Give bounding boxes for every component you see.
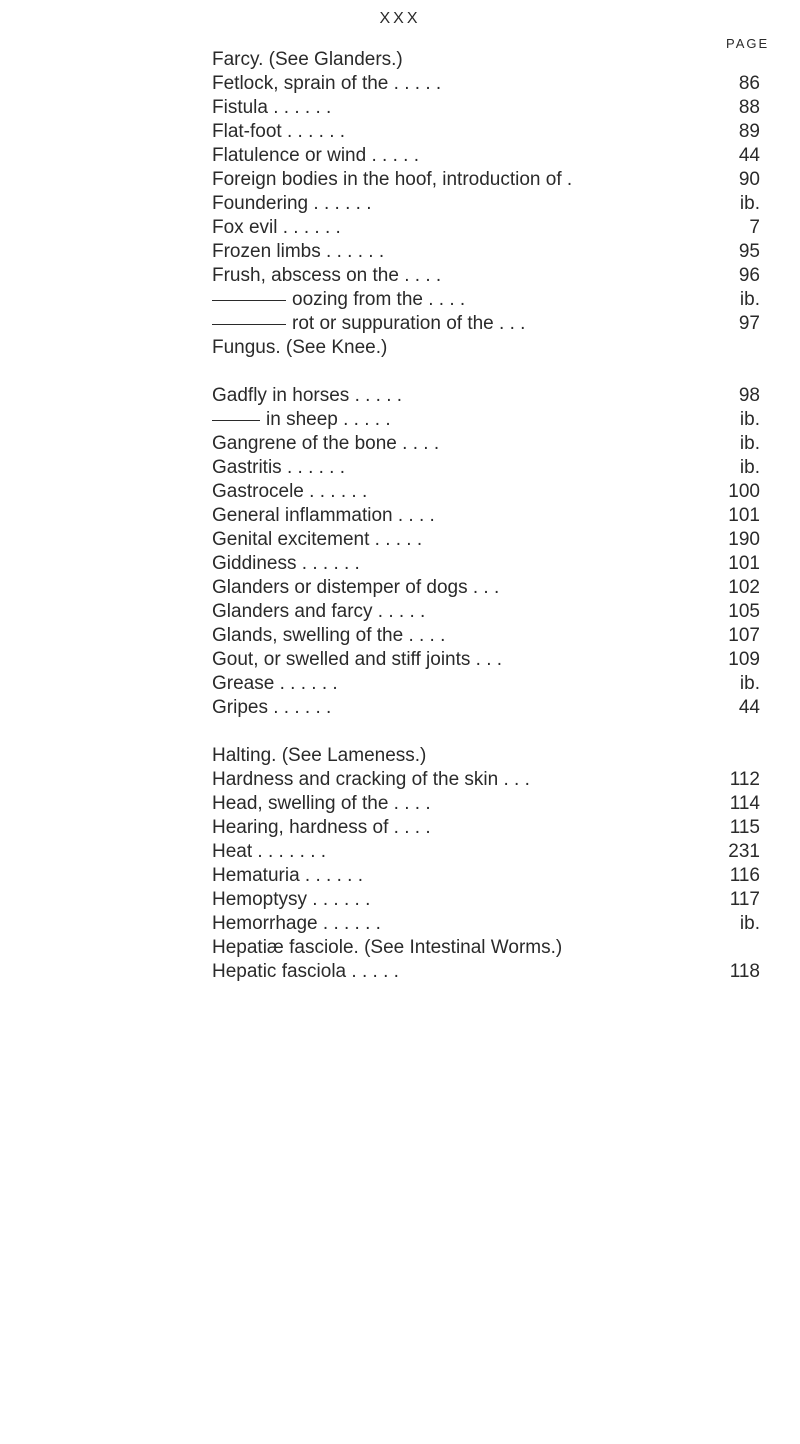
ditto-dash <box>212 324 286 325</box>
entry-term: Gastritis . . . . . . <box>212 457 346 478</box>
entry-term: Flat-foot . . . . . . <box>212 121 346 142</box>
entry-page: 44 <box>738 145 760 166</box>
index-entry <box>212 696 760 720</box>
entry-term: oozing from the . . . . <box>292 289 466 310</box>
index-subentry <box>212 408 760 432</box>
entry-term: General inflammation . . . . <box>212 505 435 526</box>
index-entry <box>212 864 760 888</box>
entry-term: Glanders and farcy . . . . . <box>212 601 426 622</box>
entry-page: 89 <box>738 121 760 142</box>
entry-term: Gadfly in horses . . . . . <box>212 385 403 406</box>
index-entry <box>212 240 760 264</box>
entry-page: ib. <box>739 457 760 478</box>
entry-term: Hemorrhage . . . . . . <box>212 913 381 934</box>
entry-page: 97 <box>738 313 760 334</box>
ditto-dash <box>212 300 286 301</box>
entry-page: 105 <box>728 601 760 622</box>
entry-page: 114 <box>729 793 760 814</box>
entry-term: Flatulence or wind . . . . . <box>212 145 419 166</box>
index-entry <box>212 96 760 120</box>
entry-term: Frush, abscess on the . . . . <box>212 265 442 286</box>
entry-term: Heat . . . . . . . <box>212 841 327 862</box>
entry-page: 7 <box>749 217 760 238</box>
entry-page: 88 <box>738 97 760 118</box>
entry-page: 95 <box>738 241 760 262</box>
entry-page: 44 <box>738 697 760 718</box>
index-entry <box>212 264 760 288</box>
entry-term: Hematuria . . . . . . <box>212 865 363 886</box>
entry-page: 116 <box>729 865 760 886</box>
entry-term: Glands, swelling of the . . . . <box>212 625 446 646</box>
entry-page: ib. <box>739 913 760 934</box>
entry-term: in sheep . . . . . <box>266 409 391 430</box>
page-folio: XXX <box>379 10 421 27</box>
entry-term: Frozen limbs . . . . . . <box>212 241 385 262</box>
entry-page: 100 <box>728 481 760 502</box>
entry-term: Giddiness . . . . . . <box>212 553 360 574</box>
page-column-label: PAGE <box>726 36 770 51</box>
entry-page: 86 <box>738 73 760 94</box>
entry-term: Gangrene of the bone . . . . <box>212 433 440 454</box>
index-entry <box>212 456 760 480</box>
index-entry <box>212 840 760 864</box>
index-entry <box>212 432 760 456</box>
entry-term: Foundering . . . . . . <box>212 193 372 214</box>
index-entry <box>212 816 760 840</box>
index-entry <box>212 120 760 144</box>
entry-term: Hepatiæ fasciole. (See Intestinal Worms.) <box>212 937 563 958</box>
index-entry <box>212 336 760 360</box>
index-entry <box>212 528 760 552</box>
entry-page: ib. <box>739 193 760 214</box>
index-entry <box>212 480 760 504</box>
index-entry <box>212 936 760 960</box>
index-list <box>212 48 760 984</box>
index-entry <box>212 960 760 984</box>
index-entry <box>212 768 760 792</box>
entry-page: 90 <box>738 169 760 190</box>
index-entry <box>212 792 760 816</box>
entry-term: Gastrocele . . . . . . <box>212 481 368 502</box>
index-subentry <box>212 288 760 312</box>
entry-term: Grease . . . . . . <box>212 673 338 694</box>
entry-page: ib. <box>739 673 760 694</box>
entry-term: Genital excitement . . . . . <box>212 529 423 550</box>
entry-term: Hepatic fasciola . . . . . <box>212 961 399 982</box>
entry-page: 102 <box>728 577 760 598</box>
entry-term: Hearing, hardness of . . . . <box>212 817 431 838</box>
entry-term: rot or suppuration of the . . . <box>292 313 526 334</box>
entry-term: Gout, or swelled and stiff joints . . . <box>212 649 503 670</box>
entry-page: 109 <box>728 649 760 670</box>
entry-page: ib. <box>739 289 760 310</box>
index-entry <box>212 168 760 192</box>
index-entry <box>212 552 760 576</box>
index-entry <box>212 384 760 408</box>
entry-term: Hemoptysy . . . . . . <box>212 889 371 910</box>
index-subentry <box>212 312 760 336</box>
index-entry <box>212 672 760 696</box>
entry-page: 118 <box>729 961 760 982</box>
entry-page: 96 <box>738 265 760 286</box>
index-entry <box>212 576 760 600</box>
index-entry <box>212 216 760 240</box>
index-entry <box>212 624 760 648</box>
entry-page: 101 <box>728 553 760 574</box>
ditto-dash <box>212 420 260 421</box>
index-entry <box>212 744 760 768</box>
index-entry <box>212 888 760 912</box>
entry-term: Foreign bodies in the hoof, introduction of . <box>212 169 573 190</box>
index-entry <box>212 504 760 528</box>
index-entry <box>212 912 760 936</box>
entry-term: Fungus. (See Knee.) <box>212 337 388 358</box>
index-entry <box>212 648 760 672</box>
entry-page: 98 <box>738 385 760 406</box>
entry-page: 231 <box>728 841 760 862</box>
index-entry <box>212 600 760 624</box>
index-entry <box>212 48 760 72</box>
entry-term: Fox evil . . . . . . <box>212 217 341 238</box>
entry-term: Glanders or distemper of dogs . . . <box>212 577 500 598</box>
entry-page: 101 <box>728 505 760 526</box>
entry-term: Head, swelling of the . . . . <box>212 793 431 814</box>
entry-page: 115 <box>729 817 760 838</box>
entry-page: ib. <box>739 409 760 430</box>
entry-term: Halting. (See Lameness.) <box>212 745 427 766</box>
entry-page: 117 <box>729 889 760 910</box>
entry-term: Gripes . . . . . . <box>212 697 332 718</box>
index-entry <box>212 72 760 96</box>
entry-page: 112 <box>729 769 760 790</box>
index-entry <box>212 192 760 216</box>
entry-page: 107 <box>728 625 760 646</box>
index-entry <box>212 144 760 168</box>
entry-term: Farcy. (See Glanders.) <box>212 49 403 70</box>
entry-page: ib. <box>739 433 760 454</box>
entry-term: Fetlock, sprain of the . . . . . <box>212 73 442 94</box>
entry-page: 190 <box>728 529 760 550</box>
entry-term: Fistula . . . . . . <box>212 97 332 118</box>
entry-term: Hardness and cracking of the skin . . . <box>212 769 530 790</box>
